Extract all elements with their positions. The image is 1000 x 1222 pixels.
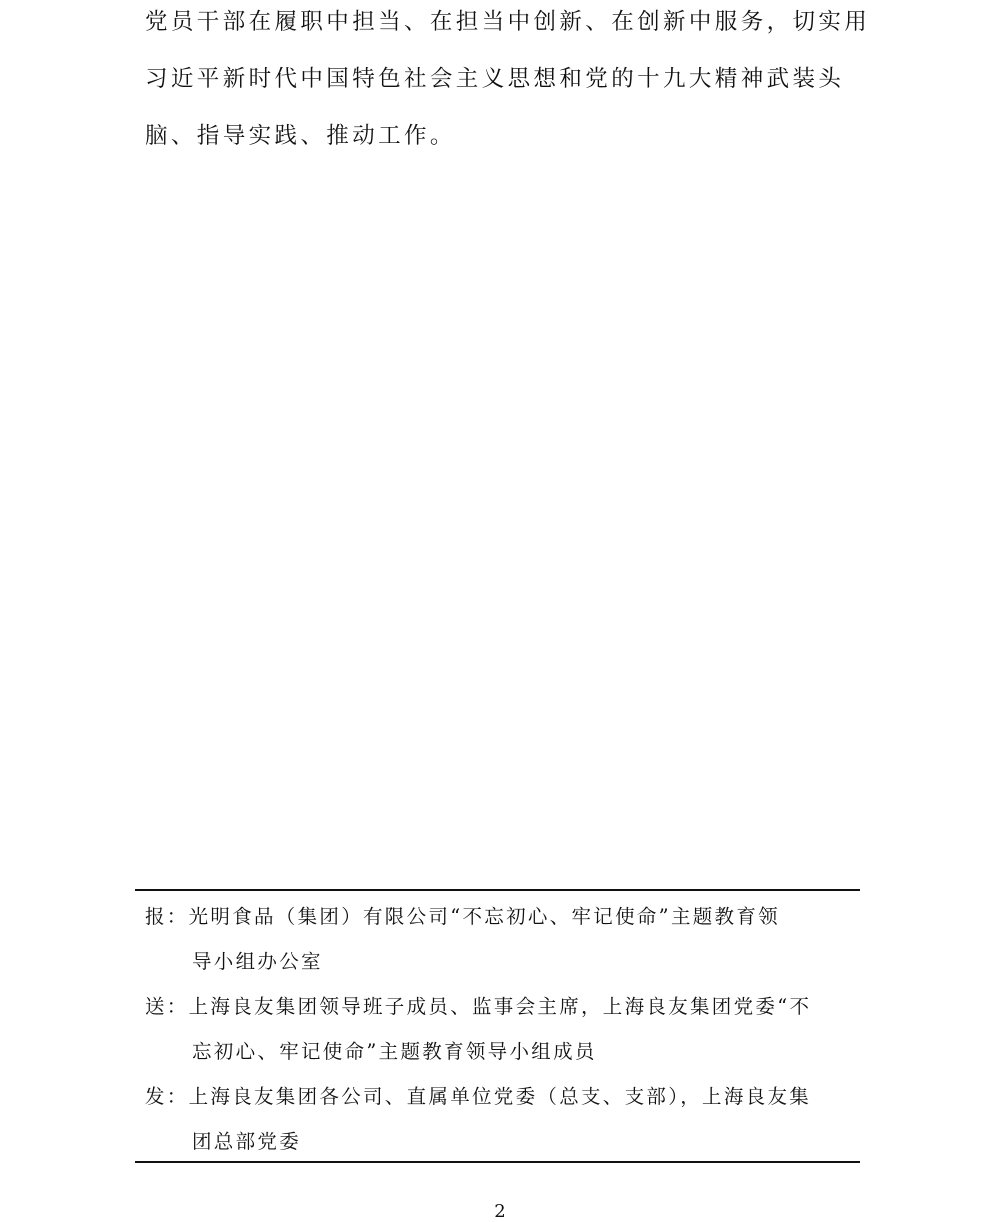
distribution-block <box>145 895 860 1165</box>
distribution-bottom-rule <box>135 1161 860 1163</box>
report-recipients-continued: 导小组办公室 <box>192 950 323 973</box>
send-entry <box>145 985 860 1075</box>
body-paragraph <box>145 0 871 171</box>
page-number: 2 <box>494 1201 506 1222</box>
issue-recipients: 上海良友集团各公司、直属单位党委（总支、支部），上海良友集 <box>188 1085 812 1108</box>
send-label: 送： <box>145 995 189 1018</box>
issue-entry <box>145 1075 860 1165</box>
issue-recipients-continued: 团总部党委 <box>192 1130 302 1153</box>
report-entry <box>145 895 860 985</box>
send-recipients-continued: 忘初心、牢记使命”主题教育领导小组成员 <box>192 1040 597 1063</box>
report-label: 报： <box>145 905 189 928</box>
send-first-line <box>145 985 860 1030</box>
report-recipients: 光明食品（集团）有限公司“不忘初心、牢记使命”主题教育领 <box>188 905 780 928</box>
send-recipients: 上海良友集团领导班子成员、监事会主席，上海良友集团党委“不 <box>188 995 812 1018</box>
body-line: 脑、指导实践、推动工作。 <box>145 123 456 149</box>
issue-first-line <box>145 1075 860 1120</box>
body-line: 习近平新时代中国特色社会主义思想和党的十九大精神武装头 <box>145 66 845 92</box>
issue-label: 发： <box>145 1085 189 1108</box>
body-line: 党员干部在履职中担当、在担当中创新、在创新中服务，切实用 <box>145 9 871 35</box>
report-first-line <box>145 895 860 940</box>
distribution-top-rule <box>135 889 860 891</box>
